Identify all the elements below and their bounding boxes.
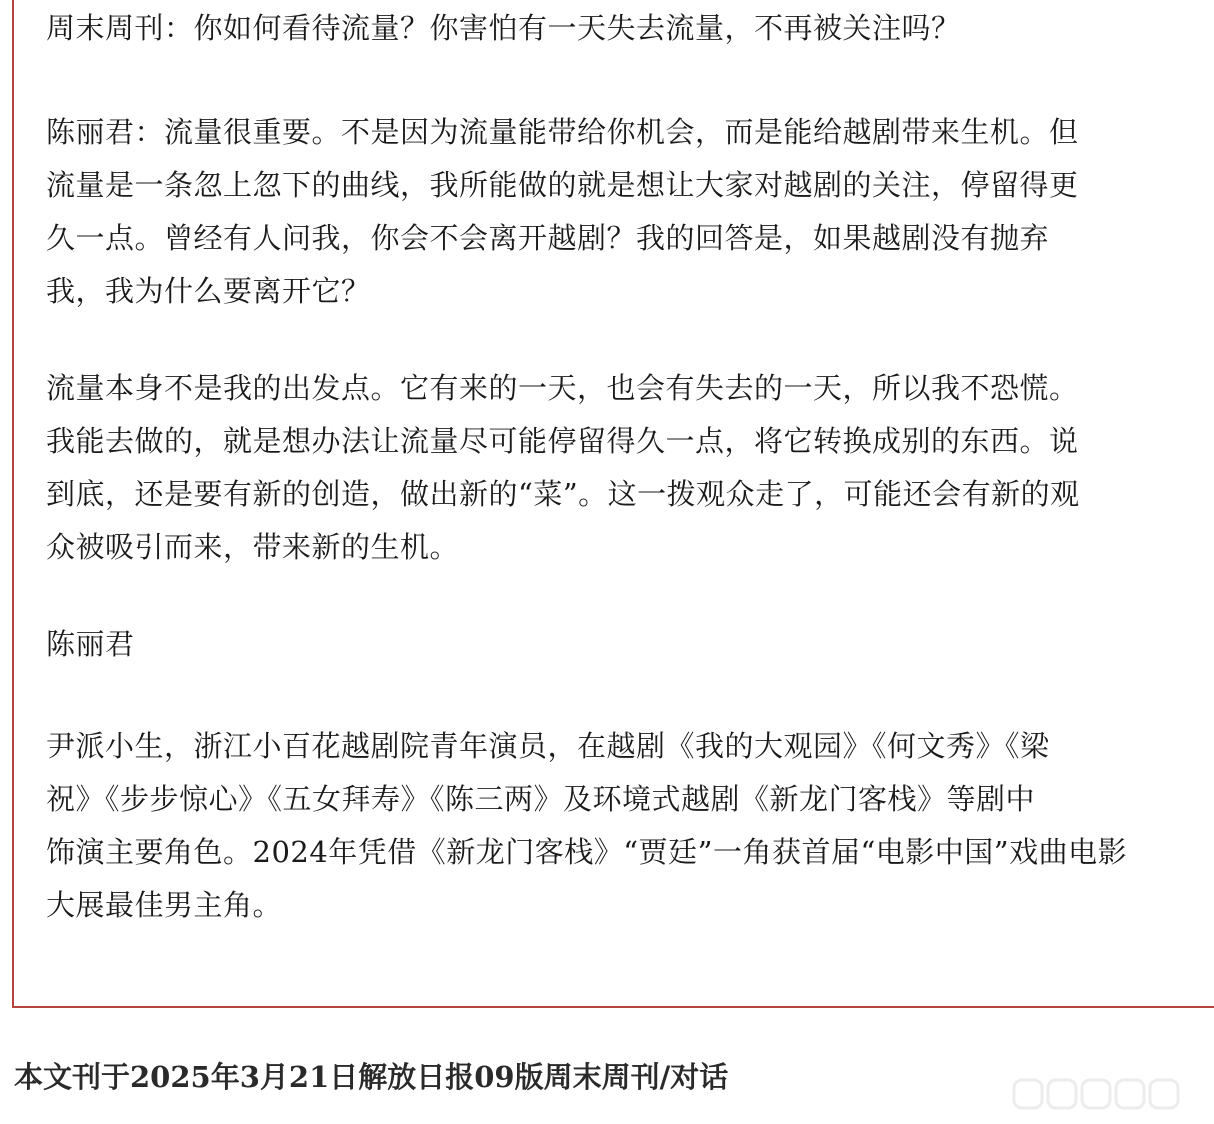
bio-heading bbox=[46, 618, 1186, 671]
answer-line: 众被吸引而来，带来新的生机。 bbox=[46, 530, 460, 564]
bio-line: 饰演主要角色。2024年凭借《新龙门客栈》“贾廷”一角获首届“电影中国”戏曲电影 bbox=[46, 835, 1128, 869]
answer-line: 我能去做的，就是想办法让流量尽可能停留得久一点，将它转换成别的东西。说 bbox=[46, 424, 1079, 458]
bio-name: 陈丽君 bbox=[46, 627, 135, 661]
publication-source: 本文刊于2025年3月21日解放日报09版周末周刊/对话 bbox=[14, 1060, 729, 1094]
answer-paragraph-1 bbox=[46, 106, 1186, 318]
answer-line: 到底，还是要有新的创造，做出新的“菜”。这一拨观众走了，可能还会有新的观 bbox=[46, 477, 1080, 511]
answer-line: 久一点。曾经有人问我，你会不会离开越剧？我的回答是，如果越剧没有抛弃 bbox=[46, 221, 1050, 255]
watermark-logo bbox=[1010, 1074, 1200, 1114]
answer-paragraph-2 bbox=[46, 362, 1186, 574]
bio-line: 大展最佳男主角。 bbox=[46, 888, 283, 922]
question-line: 周末周刊：你如何看待流量？你害怕有一天失去流量，不再被关注吗？ bbox=[46, 11, 961, 45]
answer-line: 陈丽君：流量很重要。不是因为流量能带给你机会，而是能给越剧带来生机。但 bbox=[46, 115, 1079, 149]
answer-line: 流量是一条忽上忽下的曲线，我所能做的就是想让大家对越剧的关注，停留得更 bbox=[46, 168, 1079, 202]
answer-line: 流量本身不是我的出发点。它有来的一天，也会有失去的一天，所以我不恐慌。 bbox=[46, 371, 1079, 405]
interview-question bbox=[46, 2, 1186, 55]
bio-line: 尹派小生，浙江小百花越剧院青年演员，在越剧《我的大观园》《何文秀》《梁 bbox=[46, 729, 1050, 763]
bio-paragraph bbox=[46, 720, 1186, 932]
answer-line: 我，我为什么要离开它？ bbox=[46, 274, 371, 308]
bio-line: 祝》《步步惊心》《五女拜寿》《陈三两》及环境式越剧《新龙门客栈》等剧中 bbox=[46, 782, 1036, 816]
